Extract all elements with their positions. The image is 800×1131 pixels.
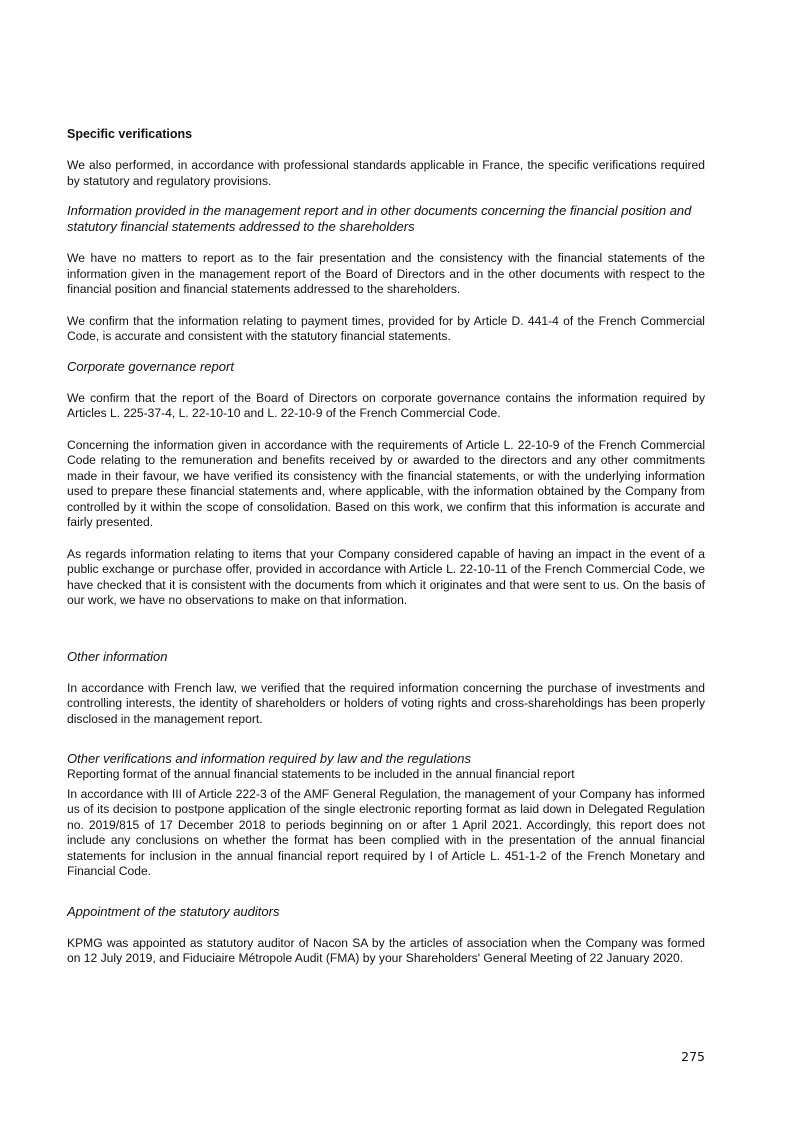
- report-page: [67, 118, 705, 967]
- auditors-appointment-paragraph: KPMG was appointed as statutory auditor of Nacon SA by the articles of association when the Company was formed on 12 July 2019, and Fiduciaire Métropole Audit (FMA) by your Shareholders' General Meeting of 22 January 2020.: [67, 935, 705, 965]
- reporting-format-paragraph: In accordance with III of Article 222-3 of the AMF General Regulation, the management of your Company has informed us of its decision to postpone application of the single electronic reporting format as laid down in Delegated Regulation no. 2019/815 of 17 December 2018 to periods beginning on or after 1 April 2021. Accordingly, this report does not include any conclusions on whether the format has been complied with in the presentation of the annual financial statements for inclusion in the annual financial report required by I of Article L. 451-1-2 of the French Monetary and Financial Code.: [67, 786, 705, 878]
- other-information-paragraph: In accordance with French law, we verified that the required information concerning the purchase of investments and controlling interests, the identity of shareholders or holders of voting rights and cross-shareholdings has been properly disclosed in the management report.: [67, 680, 705, 726]
- reporting-format-subheading: Reporting format of the annual financial statements to be included in the annual financial report: [67, 767, 575, 781]
- auditors-appointment-heading: Appointment of the statutory auditors: [67, 903, 280, 919]
- page-number: 275: [681, 1049, 705, 1064]
- corporate-governance-heading: Corporate governance report: [67, 358, 234, 374]
- corporate-governance-paragraph-2: Concerning the information given in accordance with the requirements of Article L. 22-10-9 of the French Commercial Code relating to the remuneration and benefits received by or awarded to the directors and any other commitments made in their favour, we have verified its consistency with the financial statements, or with the underlying information used to prepare these financial statements and, where applicable, with the information obtained by the Company from controlled by it within the scope of consolidation. Based on this work, we confirm that this information is accurate and fairly presented.: [67, 437, 705, 529]
- corporate-governance-paragraph-1: We confirm that the report of the Board of Directors on corporate governance contains the information required by Articles L. 225-37-4, L. 22-10-10 and L. 22-10-9 of the French Commercial Code.: [67, 390, 705, 420]
- law-regulations-heading: Other verifications and information required by law and the regulations: [67, 751, 471, 766]
- other-information-heading: Other information: [67, 648, 168, 664]
- management-report-paragraph-1: We have no matters to report as to the fair presentation and the consistency with the financial statements of the information given in the management report of the Board of Directors and in the other documents with respect to the financial position and financial statements addressed to the shareholders.: [67, 251, 705, 296]
- specific-verifications-heading: Specific verifications: [67, 127, 193, 141]
- management-report-heading: Information provided in the management report and in other documents concerning the financial position and statutory financial statements addressed to the shareholders: [67, 203, 692, 234]
- management-report-paragraph-2: We confirm that the information relating to payment times, provided for by Article D. 441-4 of the French Commercial Code, is accurate and consistent with the statutory financial statements.: [67, 313, 705, 343]
- corporate-governance-paragraph-3: As regards information relating to items that your Company considered capable of having an impact in the event of a public exchange or purchase offer, provided in accordance with Article L. 22-10-11 of the French Commercial Code, we have checked that it is consistent with the documents from which it originates and that were sent to us. On the basis of our work, we have no observations to make on that information.: [67, 546, 705, 607]
- specific-verifications-intro: We also performed, in accordance with professional standards applicable in France, the specific verifications required by statutory and regulatory provisions.: [67, 158, 705, 188]
